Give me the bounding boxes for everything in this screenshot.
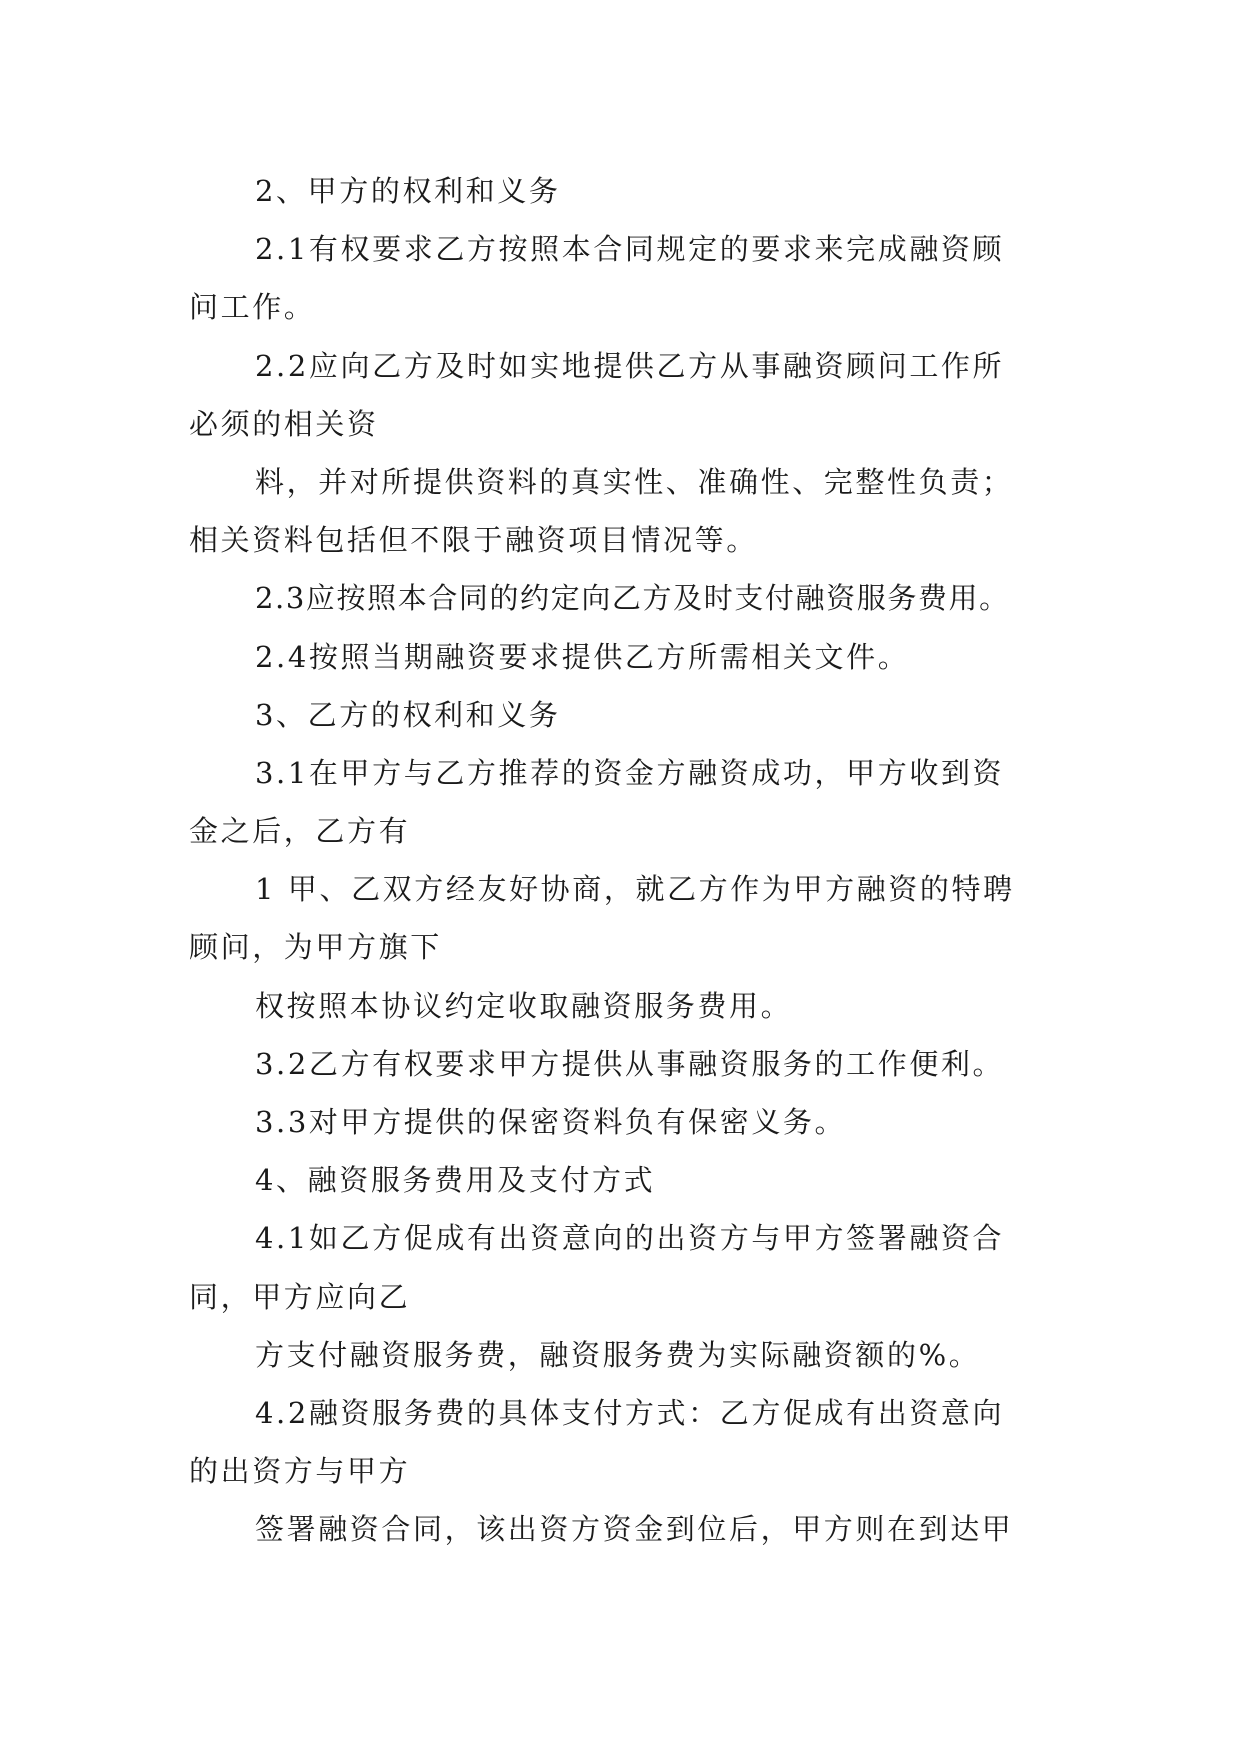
clause-2-3: 2.3应按照本合同的约定向乙方及时支付融资服务费用。 [255, 581, 1010, 616]
clause-2-4: 2.4按照当期融资要求提供乙方所需相关文件。 [255, 639, 910, 674]
clause-2-2-line-4: 相关资料包括但不限于融资项目情况等。 [189, 523, 758, 558]
clause-3-1-line-2: 金之后，乙方有 [189, 814, 411, 849]
clause-2-1-line-1: 2.1有权要求乙方按照本合同规定的要求来完成融资顾 [255, 232, 1005, 267]
section-heading-party-a: 2、甲方的权利和义务 [255, 174, 561, 208]
clause-4-1-line-2: 同，甲方应向乙 [189, 1279, 411, 1314]
clause-3-1-line-3: 权按照本协议约定收取融资服务费用。 [255, 988, 793, 1023]
clause-2-1-line-2: 问工作。 [189, 290, 316, 325]
document-body [189, 162, 1069, 1559]
section-heading-party-b: 3、乙方的权利和义务 [255, 697, 561, 732]
clause-4-1-line-3: 方支付融资服务费，融资服务费为实际融资额的%。 [255, 1337, 981, 1372]
clause-4-2-line-2: 的出资方与甲方 [189, 1454, 411, 1489]
clause-2-2-line-2: 必须的相关资 [189, 406, 379, 441]
clause-4-1-line-1: 4.1如乙方促成有出资意向的出资方与甲方签署融资合 [255, 1221, 1005, 1256]
clause-3-3: 3.3对甲方提供的保密资料负有保密义务。 [255, 1105, 847, 1139]
section-heading-fees: 4、融资服务费用及支付方式 [255, 1163, 656, 1198]
clause-3-2: 3.2乙方有权要求甲方提供从事融资服务的工作便利。 [255, 1046, 1005, 1081]
clause-1-line-2: 顾问，为甲方旗下 [189, 930, 442, 965]
clause-2-2-line-1: 2.2应向乙方及时如实地提供乙方从事融资顾问工作所 [255, 348, 1005, 383]
clause-2-2-line-3: 料，并对所提供资料的真实性、准确性、完整性负责； [255, 464, 1014, 499]
clause-4-2-line-3: 签署融资合同，该出资方资金到位后，甲方则在到达甲 [255, 1512, 1014, 1547]
clause-4-2-line-1: 4.2融资服务费的具体支付方式：乙方促成有出资意向 [255, 1395, 1005, 1430]
clause-3-1-line-1: 3.1在甲方与乙方推荐的资金方融资成功，甲方收到资 [255, 755, 1005, 790]
clause-1-line-1: 1 甲、乙双方经友好协商，就乙方作为甲方融资的特聘 [255, 872, 1015, 907]
